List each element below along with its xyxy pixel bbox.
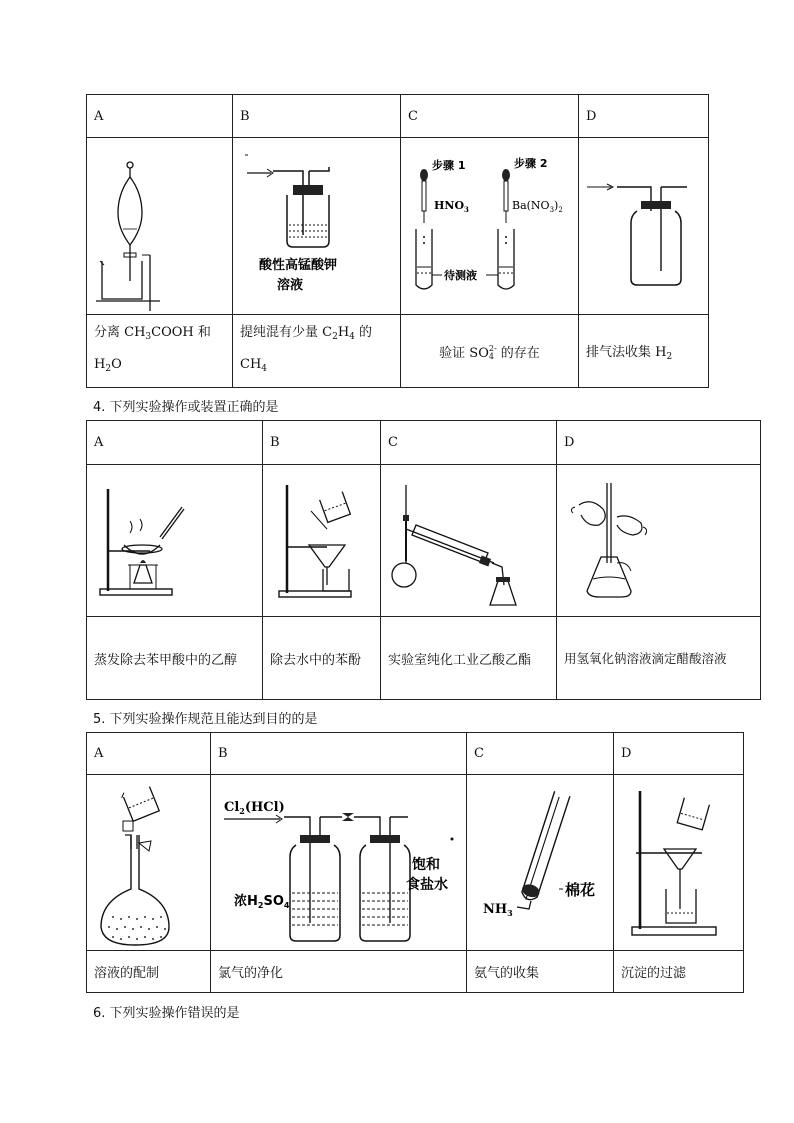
table2-caption-c: 实验室纯化工业乙酸乙酯 [381, 617, 557, 700]
sulfate-test-figure [401, 138, 579, 315]
svg-text:浓H2SO4 [234, 893, 290, 910]
question-5: 5. 下列实验操作规范且能达到目的的是 [93, 712, 318, 727]
c-step1: 步骤 1 [431, 159, 465, 172]
svg-text:HNO3 [434, 199, 469, 214]
table3-header-d: D [614, 733, 744, 775]
c-ba-sub2: 2 [557, 206, 563, 214]
svg-text:Ba(NO3)2 [512, 199, 563, 214]
c-nh3-sub: 3 [506, 907, 513, 918]
table1-caption-d: 排气法收集 $H_2$ [579, 315, 709, 388]
table1-caption-b: 提纯混有少量 $C_2H_4$ 的 $CH_4$ [233, 315, 401, 388]
c-liquid-label: 待测液 [443, 269, 477, 282]
table3-caption-d: 沉淀的过滤 [614, 951, 744, 993]
c-hno3: HNO [433, 199, 464, 212]
c-ba-end: ) [553, 199, 558, 212]
b-h2so4-sub: 2 [257, 900, 263, 910]
b-label-line1: 酸性高锰酸钾 [258, 258, 337, 273]
distillation-figure [381, 465, 557, 617]
c-ba-sub: 3 [549, 206, 554, 214]
c-hno3-sub: 3 [463, 205, 469, 214]
table2-header-b: B [263, 421, 381, 465]
table-1 [86, 94, 709, 388]
evaporation-figure [87, 465, 263, 617]
c-cotton: 棉花 [564, 880, 595, 899]
c-step2: 步骤 2 [513, 157, 547, 170]
gas-collection-bottle-figure [579, 138, 709, 315]
table2-caption-b: 除去水中的苯酚 [263, 617, 381, 700]
table1-header-a: A [87, 95, 233, 138]
b-h2so4-end: SO [262, 893, 284, 909]
b-hcl: (HCl) [244, 799, 285, 815]
gas-washing-bottle-figure [233, 138, 401, 315]
table2-caption-d: 用氢氧化钠溶液滴定醋酸溶液 [557, 617, 761, 700]
filtration-figure-2 [614, 775, 744, 951]
separatory-funnel-figure [87, 138, 233, 315]
table3-header-b: B [211, 733, 467, 775]
table3-caption-a: 溶液的配制 [87, 951, 211, 993]
table1-caption-a: 分离 $CH_3COOH$ 和 $H_2O$ [87, 315, 233, 388]
b-cl2-sub: 2 [238, 805, 245, 816]
table3-caption-b: 氯气的净化 [211, 951, 467, 993]
table-3 [86, 732, 744, 993]
c-ba: Ba(NO [511, 199, 550, 212]
c-nh3: NH [482, 901, 507, 917]
table1-header-d: D [579, 95, 709, 138]
table2-header-c: C [381, 421, 557, 465]
table2-header-a: A [87, 421, 263, 465]
b-salt-line2: 食盐水 [405, 876, 448, 893]
table3-caption-c: 氨气的收集 [467, 951, 614, 993]
table3-header-c: C [467, 733, 614, 775]
filtration-figure-1 [263, 465, 381, 617]
table1-header-b: B [233, 95, 401, 138]
table3-header-a: A [87, 733, 211, 775]
table2-header-d: D [557, 421, 761, 465]
table1-caption-c: 验证 SO2- 4 的存在 [401, 315, 579, 388]
table2-caption-a: 蒸发除去苯甲酸中的乙醇 [87, 617, 263, 700]
ammonia-collection-figure [467, 775, 614, 951]
question-4: 4. 下列实验操作或装置正确的是 [93, 400, 279, 415]
table1-header-c: C [401, 95, 579, 138]
chlorine-purification-figure [211, 775, 467, 951]
b-label-line2: 溶液 [276, 278, 303, 293]
b-cl2: Cl [223, 799, 239, 815]
svg-text:NH3 [483, 902, 513, 918]
titration-figure [557, 465, 761, 617]
question-6: 6. 下列实验操作错误的是 [93, 1006, 240, 1021]
svg-text:Cl2(HCl) [224, 800, 285, 816]
volumetric-flask-figure [87, 775, 211, 951]
table-2 [86, 420, 761, 700]
b-h2so4-sub2: 4 [283, 900, 289, 910]
b-h2so4: 浓H [233, 893, 258, 909]
b-salt-line1: 饱和 [411, 856, 440, 873]
